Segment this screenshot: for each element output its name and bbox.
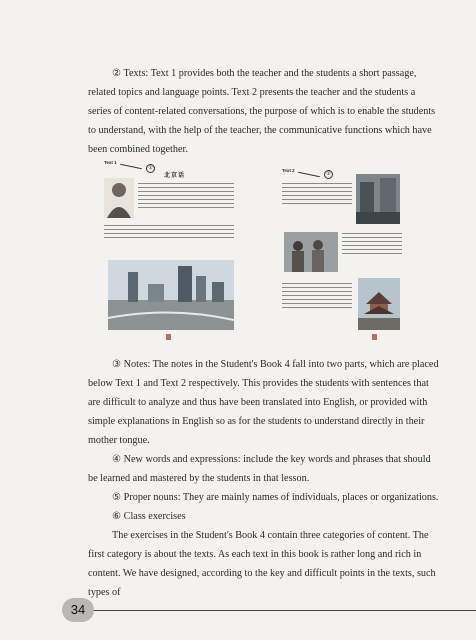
- text2-dialogue-lines-2: [342, 230, 402, 257]
- text1-body-lines: [138, 180, 234, 210]
- circle-two-icon: ②: [324, 170, 333, 179]
- text1-title: 北京话: [164, 173, 186, 179]
- texts-paragraph: [88, 64, 440, 159]
- text2-dialogue-lines: [282, 180, 352, 207]
- people-photo: [284, 232, 338, 272]
- footer-rule: [92, 610, 476, 611]
- texts-description: ② Texts: Text 1 provides both the teacher and the students a short passage, related topics and language points. Text 2 presents the teacher and the students a series of content-related conversations, the purpose of which is to enable the students to understand, with the help of the teacher, the communicative functions which have been combined together.: [88, 68, 436, 155]
- temple-photo: [358, 278, 400, 330]
- text2-dialogue-lines-3: [282, 280, 352, 310]
- class-exercises-heading: ⑥ Class exercises: [112, 511, 186, 522]
- text1-label: Text 1: [104, 160, 117, 165]
- arrow-icon: [298, 172, 320, 178]
- text1-body-lines-2: [104, 222, 234, 241]
- page-marker: [166, 334, 171, 340]
- circle-two-icon: ②: [146, 164, 155, 173]
- page-number-badge: 34: [62, 598, 94, 622]
- arrow-icon: [120, 164, 142, 170]
- new-words-paragraph: ④ New words and expressions: include the key words and phrases that should be learned and mastered by the students in that lesson.: [88, 454, 431, 484]
- page-marker: [372, 334, 377, 340]
- portrait-image: [104, 178, 134, 218]
- proper-nouns-paragraph: ⑤ Proper nouns: They are mainly names of individuals, places or organizations.: [112, 492, 439, 503]
- notes-paragraph: ③ Notes: The notes in the Student's Book 4 fall into two parts, which are placed below Text 1 and Text 2 respectively. This provides the students with sentences that are difficult to analyze and thus have been translated into English, or provided with simple explanations in English so as for the students to understand directly in their mother tongue.: [88, 359, 439, 446]
- city-photo: [108, 260, 234, 330]
- text2-label: Text 2: [282, 168, 295, 173]
- exercises-paragraph: The exercises in the Student's Book 4 contain three categories of content. The first category is about the texts. As each text in this book is rather long and rich in content. We have designed, according to the key and difficult points in the texts, such types of: [88, 530, 436, 598]
- notes-section: [88, 355, 440, 602]
- text1-figure: [104, 160, 234, 340]
- textbook-figures: [104, 160, 404, 350]
- street-photo: [356, 174, 400, 224]
- text2-figure: [282, 168, 404, 344]
